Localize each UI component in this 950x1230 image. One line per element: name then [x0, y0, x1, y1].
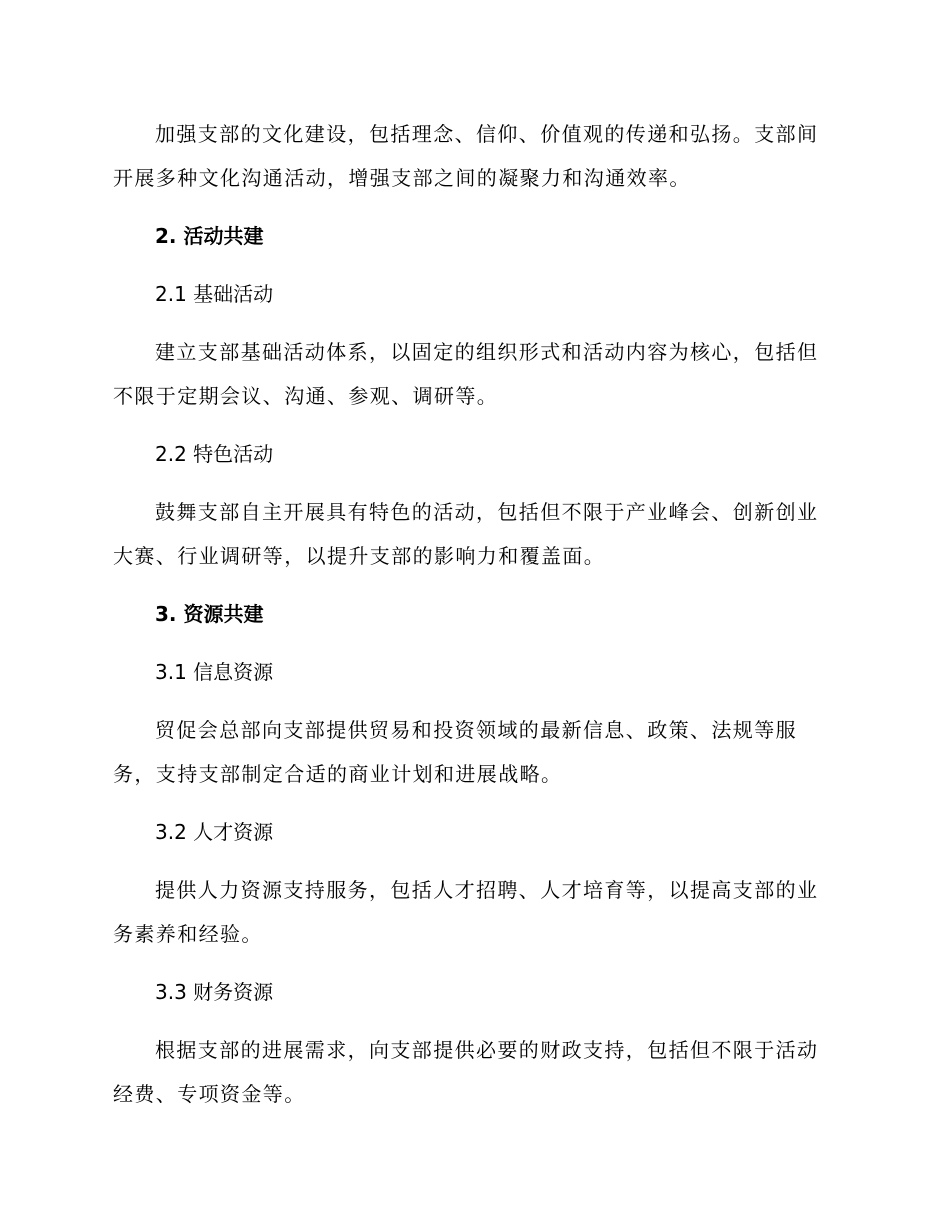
heading-activity-co-building: 2. 活动共建: [155, 224, 264, 248]
spacer: [113, 418, 833, 432]
spacer: [113, 694, 833, 708]
spacer: [113, 1014, 833, 1028]
heading-resource-co-building: 3. 资源共建: [155, 602, 264, 626]
paragraph-featured-activities: 鼓舞支部自主开展具有特色的活动，包括但不限于产业峰会、创新创业大赛、行业调研等，以提升支部的影响力和覆盖面。: [113, 500, 819, 568]
subheading-information-resources: 3.1 信息资源: [155, 660, 274, 684]
subheading-talent-resources: 3.2 人才资源: [155, 820, 274, 844]
spacer: [113, 258, 833, 272]
spacer: [113, 796, 833, 810]
spacer: [113, 636, 833, 650]
subheading-financial-resources: 3.3 财务资源: [155, 980, 274, 1004]
paragraph-basic-activities: 建立支部基础活动体系，以固定的组织形式和活动内容为核心，包括但不限于定期会议、沟通、参观、调研等。: [113, 340, 819, 408]
paragraph-culture: 加强支部的文化建设，包括理念、信仰、价值观的传递和弘扬。支部间开展多种文化沟通活动，增强支部之间的凝聚力和沟通效率。: [113, 122, 819, 190]
subheading-featured-activities: 2.2 特色活动: [155, 442, 274, 466]
paragraph-information-resources: 贸促会总部向支部提供贸易和投资领域的最新信息、政策、法规等服务，支持支部制定合适的商业计划和进展战略。: [113, 718, 797, 786]
paragraph-talent-resources: 提供人力资源支持服务，包括人才招聘、人才培育等，以提高支部的业务素养和经验。: [113, 878, 819, 946]
subheading-basic-activities: 2.1 基础活动: [155, 282, 274, 306]
paragraph-financial-resources: 根据支部的进展需求，向支部提供必要的财政支持，包括但不限于活动经费、专项资金等。: [113, 1038, 819, 1106]
spacer: [113, 956, 833, 970]
spacer: [113, 476, 833, 490]
spacer: [113, 200, 833, 214]
spacer: [113, 578, 833, 592]
spacer: [113, 316, 833, 330]
spacer: [113, 854, 833, 868]
document-page: [113, 112, 833, 1116]
